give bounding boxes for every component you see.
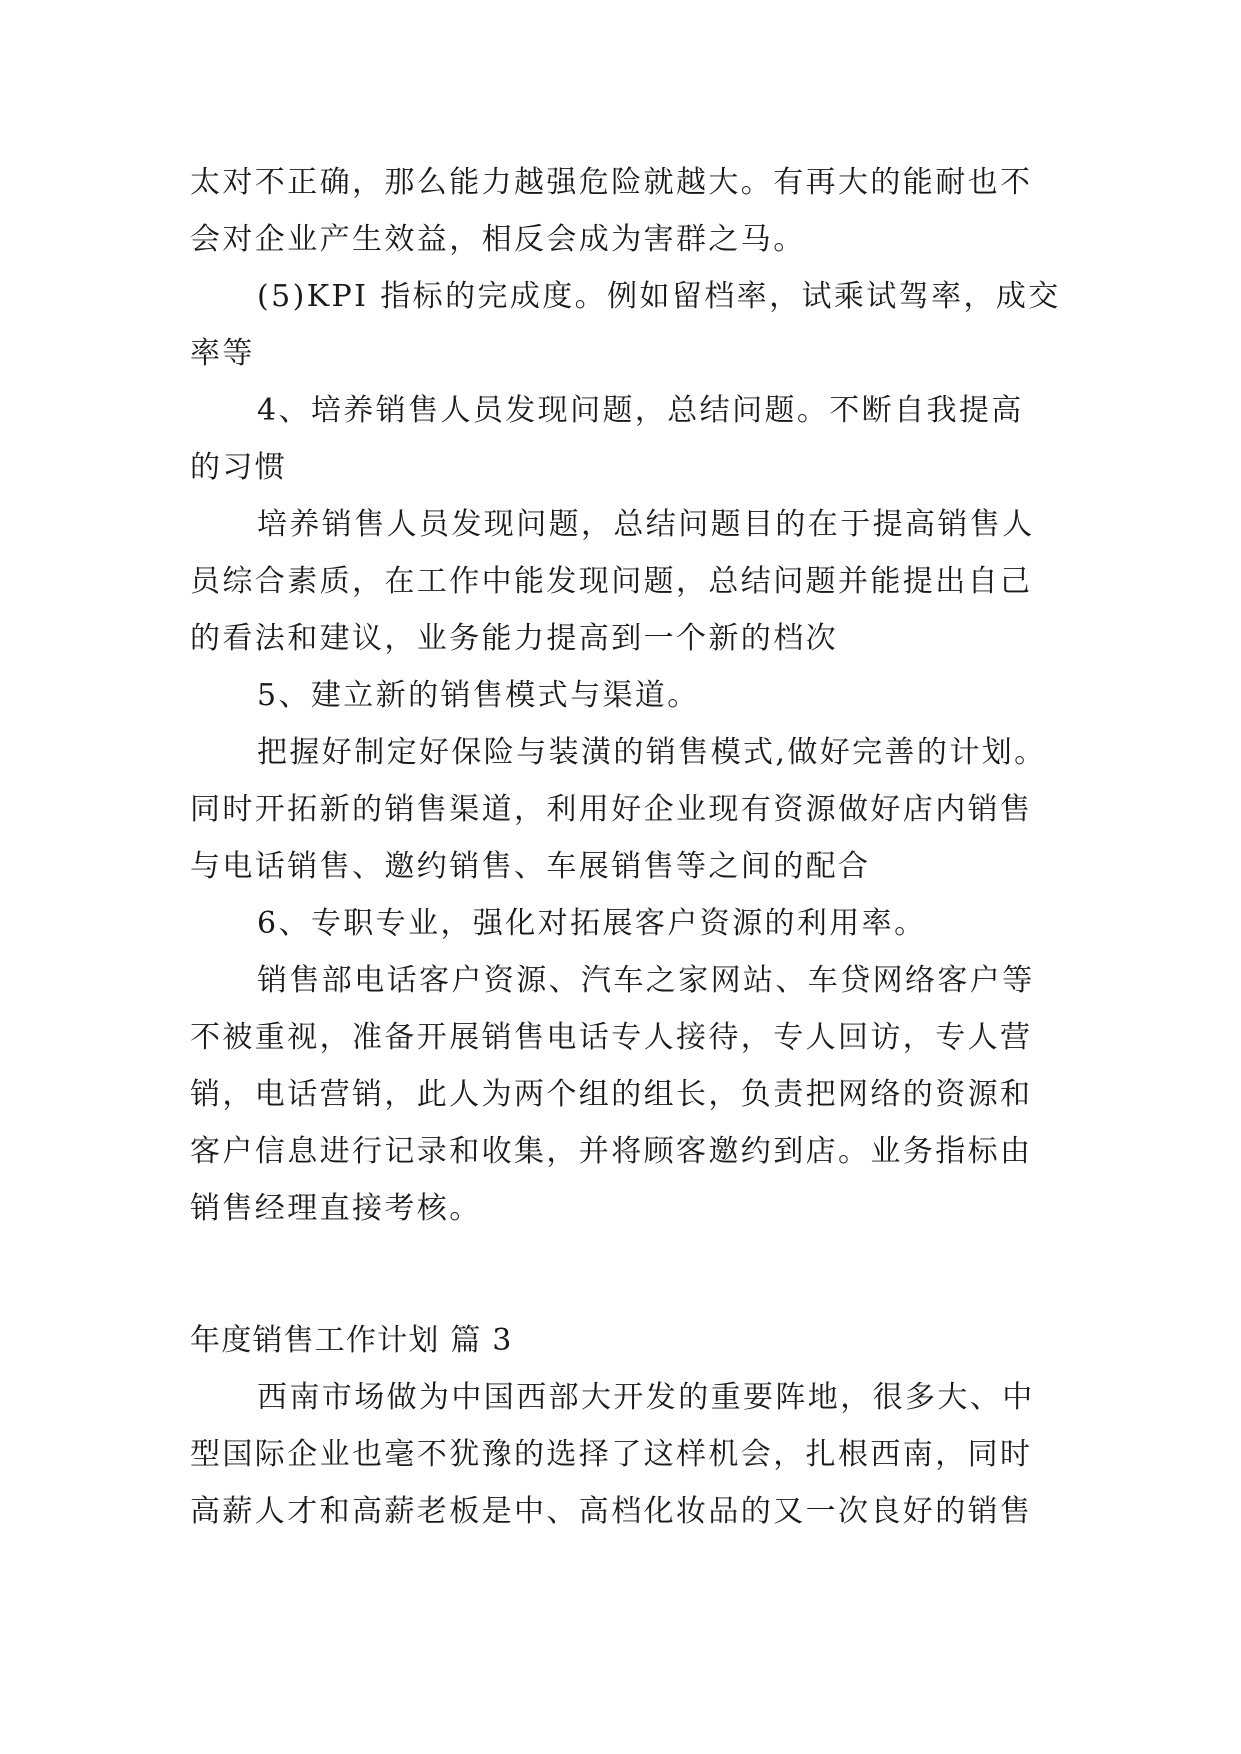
text-line: 培养销售人员发现问题，总结问题目的在于提高销售人 bbox=[257, 507, 1035, 542]
text-line: 的看法和建议，业务能力提高到一个新的档次 bbox=[190, 621, 838, 656]
text-line: 与电话销售、邀约销售、车展销售等之间的配合 bbox=[190, 849, 871, 884]
text-line: 员综合素质，在工作中能发现问题，总结问题并能提出自己 bbox=[190, 564, 1033, 599]
text-line: 高薪人才和高薪老板是中、高档化妆品的又一次良好的销售 bbox=[190, 1494, 1033, 1529]
text-line: 6、专职专业，强化对拓展客户资源的利用率。 bbox=[257, 906, 927, 941]
text-line: (5)KPI 指标的完成度。例如留档率，试乘试驾率，成交 bbox=[257, 279, 1061, 314]
text-line: 销，电话营销，此人为两个组的组长，负责把网络的资源和 bbox=[190, 1077, 1033, 1112]
text-line: 销售经理直接考核。 bbox=[190, 1191, 482, 1226]
section-heading: 年度销售工作计划 篇 3 bbox=[190, 1323, 513, 1358]
text-line: 5、建立新的销售模式与渠道。 bbox=[257, 678, 700, 713]
text-line: 太对不正确，那么能力越强危险就越大。有再大的能耐也不 bbox=[190, 165, 1033, 200]
text-line: 型国际企业也毫不犹豫的选择了这样机会，扎根西南，同时 bbox=[190, 1437, 1033, 1472]
text-line: 销售部电话客户资源、汽车之家网站、车贷网络客户等 bbox=[257, 963, 1035, 998]
text-line: 西南市场做为中国西部大开发的重要阵地，很多大、中 bbox=[257, 1380, 1035, 1415]
text-line: 4、培养销售人员发现问题，总结问题。不断自我提高 bbox=[257, 393, 1024, 428]
text-line: 同时开拓新的销售渠道，利用好企业现有资源做好店内销售 bbox=[190, 792, 1033, 827]
text-line: 会对企业产生效益，相反会成为害群之马。 bbox=[190, 222, 806, 257]
text-line: 率等 bbox=[190, 336, 255, 371]
text-line: 不被重视，准备开展销售电话专人接待，专人回访，专人营 bbox=[190, 1020, 1033, 1055]
text-line: 客户信息进行记录和收集，并将顾客邀约到店。业务指标由 bbox=[190, 1134, 1033, 1169]
text-line: 的习惯 bbox=[190, 450, 288, 485]
text-line: 把握好制定好保险与装潢的销售模式,做好完善的计划。 bbox=[257, 735, 1047, 770]
